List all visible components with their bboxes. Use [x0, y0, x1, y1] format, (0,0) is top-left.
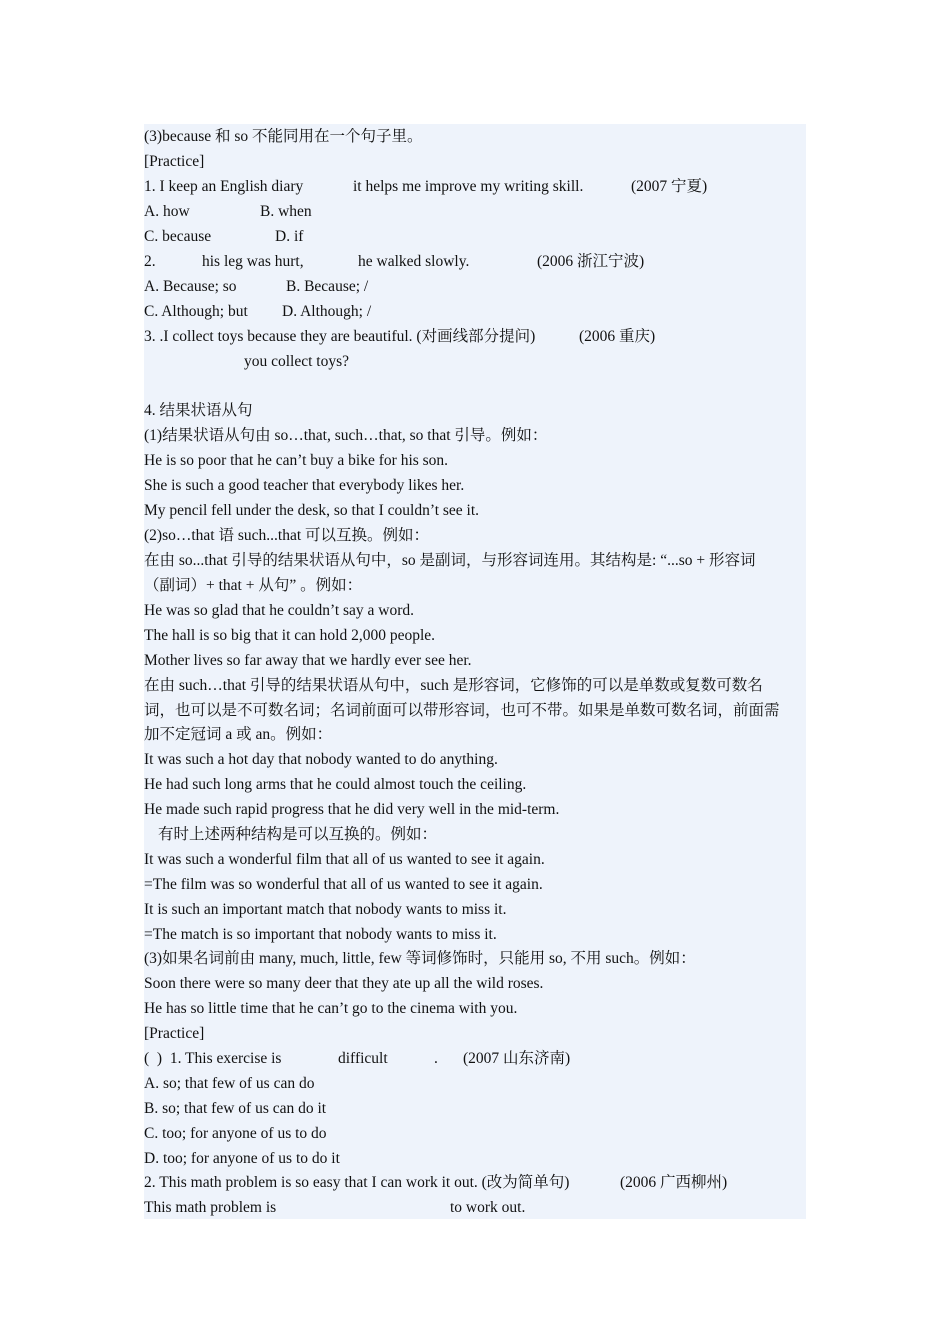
text-line: 在由 such…that 引导的结果状语从句中，such 是形容词，它修饰的可以是单数或复数可数名: [144, 677, 763, 694]
example-sentence: She is such a good teacher that everybody likes her.: [144, 477, 465, 494]
question-1-source: (2007 宁夏): [631, 178, 708, 195]
options-line: [144, 224, 304, 249]
question-3-answer-line: [144, 349, 350, 374]
question-3-answer-text: you collect toys?: [244, 353, 350, 370]
example-sentence: Soon there were so many deer that they ate up all the wild roses.: [144, 975, 544, 992]
question-2-source: (2006 广西柳州): [620, 1174, 728, 1191]
question-1-source: (2007 山东济南): [463, 1050, 571, 1067]
option-c: C. too; for anyone of us to do: [144, 1125, 327, 1142]
text-line: 有时上述两种结构是可以互换的。例如：: [158, 826, 438, 843]
example-sentence: My pencil fell under the desk, so that I couldn’t see it.: [144, 502, 480, 519]
question-2-main: he walked slowly.: [358, 253, 470, 270]
question-3-source: (2006 重庆): [579, 328, 656, 345]
text-line: （副词）+ that + 从句” 。例如：: [144, 577, 363, 594]
question-2-line: [144, 1170, 728, 1195]
text-line: (2)so…that 语 such...that 可以互换。例如：: [144, 527, 430, 544]
section-heading-practice: [Practice]: [144, 153, 205, 170]
section-heading: 4. 结果状语从句: [144, 402, 253, 419]
text-line: (1)结果状语从句由 so…that, such…that, so that 引导。例如：: [144, 427, 548, 444]
answer-prefix: This math problem is: [144, 1199, 277, 1216]
text-line: (3)because 和 so 不能同用在一个句子里。: [144, 128, 423, 145]
option-d: D. too; for anyone of us to do it: [144, 1150, 340, 1167]
question-1-line: [144, 174, 708, 199]
example-sentence: He was so glad that he couldn’t say a word.: [144, 602, 415, 619]
example-sentence: It is such an important match that nobody wants to miss it.: [144, 901, 507, 918]
example-sentence: It was such a wonderful film that all of us wanted to see it again.: [144, 851, 545, 868]
option-d: D. if: [275, 228, 304, 245]
answer-suffix: to work out.: [450, 1199, 526, 1216]
option-b: B. so; that few of us can do it: [144, 1100, 327, 1117]
question-2-line: [144, 249, 645, 274]
text-line: 词，也可以是不可数名词；名词前面可以带形容词，也可不带。如果是单数可数名词，前面需: [144, 702, 780, 719]
text-line: (3)如果名词前由 many, much, little, few 等词修饰时，只能用 so, 不用 such。例如：: [144, 950, 696, 967]
option-b: B. when: [260, 203, 312, 220]
section-heading-practice: [Practice]: [144, 1025, 205, 1042]
question-1-continuation: it helps me improve my writing skill.: [353, 178, 584, 195]
options-line: [144, 199, 312, 224]
example-sentence: He is so poor that he can’t buy a bike for his son.: [144, 452, 449, 469]
question-1-middle: difficult: [338, 1050, 388, 1067]
example-sentence: It was such a hot day that nobody wanted to do anything.: [144, 751, 498, 768]
options-line: [144, 274, 369, 299]
option-d: D. Although; /: [282, 303, 372, 320]
example-sentence: =The film was so wonderful that all of us wanted to see it again.: [144, 876, 543, 893]
option-a: A. so; that few of us can do: [144, 1075, 315, 1092]
example-sentence: He made such rapid progress that he did very well in the mid-term.: [144, 801, 560, 818]
question-1-stem: 1. I keep an English diary: [144, 178, 304, 195]
question-2-source: (2006 浙江宁波): [537, 253, 645, 270]
question-1-line: [144, 1046, 571, 1071]
example-sentence: He has so little time that he can’t go to the cinema with you.: [144, 1000, 518, 1017]
option-c: C. Although; but: [144, 303, 248, 320]
question-3-stem: 3. .I collect toys because they are beautiful. (对画线部分提问): [144, 328, 536, 345]
option-a: A. Because; so: [144, 278, 237, 295]
option-b: B. Because; /: [286, 278, 369, 295]
option-a: A. how: [144, 203, 190, 220]
example-sentence: =The match is so important that nobody wants to miss it.: [144, 926, 497, 943]
text-line: 加不定冠词 a 或 an。例如：: [144, 726, 333, 743]
text-line: 在由 so...that 引导的结果状语从句中，so 是副词，与形容词连用。其结构是: “...so + 形容词: [144, 552, 756, 569]
question-3-line: [144, 324, 656, 349]
example-sentence: He had such long arms that he could almost touch the ceiling.: [144, 776, 527, 793]
options-line: [144, 299, 372, 324]
question-1-end: .: [434, 1050, 438, 1067]
question-2-answer-line: [144, 1195, 526, 1220]
question-2-stem: 2. This math problem is so easy that I can work it out. (改为简单句): [144, 1174, 570, 1191]
question-2-number: 2.: [144, 253, 156, 270]
question-2-clause: his leg was hurt,: [202, 253, 304, 270]
option-c: C. because: [144, 228, 212, 245]
example-sentence: Mother lives so far away that we hardly ever see her.: [144, 652, 472, 669]
example-sentence: The hall is so big that it can hold 2,000 people.: [144, 627, 436, 644]
question-1-stem: ( ) 1. This exercise is: [144, 1050, 282, 1067]
